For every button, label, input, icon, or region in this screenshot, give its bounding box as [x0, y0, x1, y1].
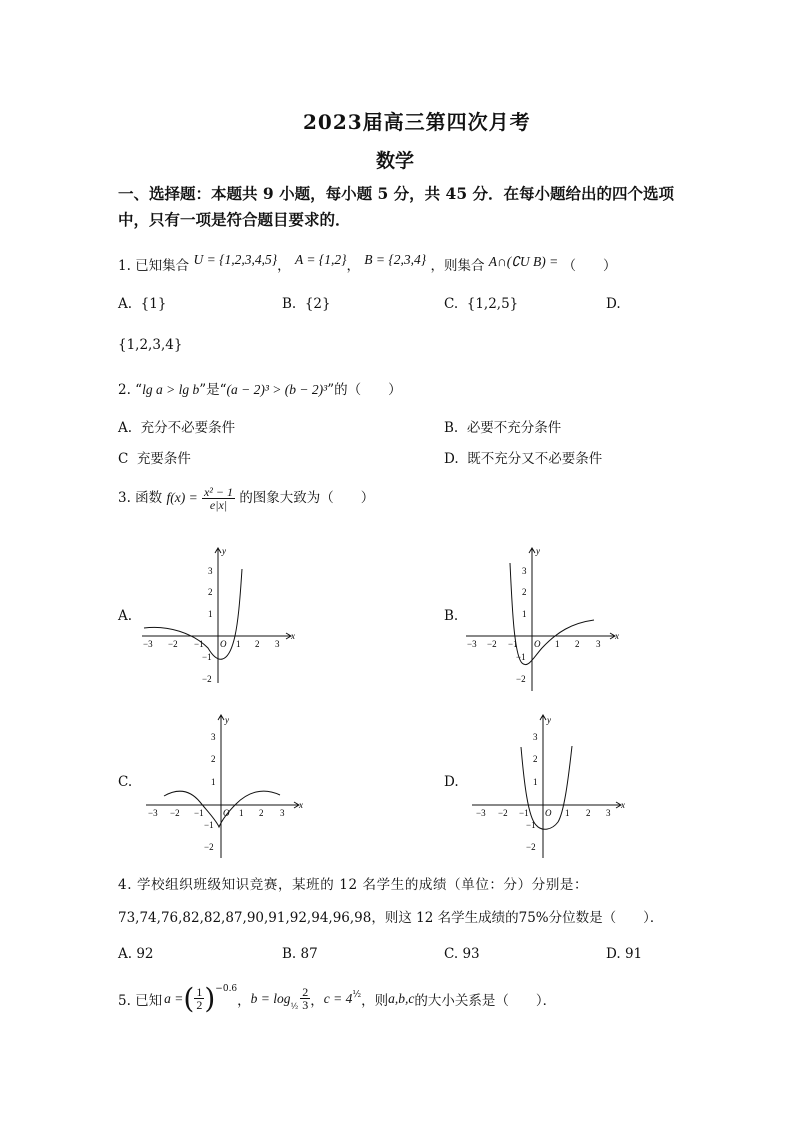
- q5-b-base: ½: [290, 1002, 299, 1011]
- q2-option-c[interactable]: C 充要条件: [118, 451, 191, 467]
- svg-text:−2: −2: [170, 808, 180, 818]
- q5-vars: a,b,c: [388, 990, 415, 1006]
- q5-a-fraction: $\frac{1}{2}$: [196, 985, 203, 1012]
- svg-text:1: 1: [211, 777, 216, 787]
- q1-set-b: B = {2,3,4}: [364, 252, 427, 267]
- svg-text:x: x: [615, 631, 619, 641]
- svg-text:−1: −1: [194, 639, 204, 649]
- svg-text:y: y: [225, 715, 229, 725]
- svg-text:1: 1: [533, 777, 538, 787]
- q5-c-exponent: ½: [352, 990, 362, 1000]
- q3-function-name: f(x) =: [166, 490, 198, 505]
- svg-text:−2: −2: [516, 674, 526, 684]
- q1-prefix: 1. 已知集合: [118, 258, 190, 274]
- svg-text:x: x: [299, 800, 303, 810]
- q1-set-u: U = {1,2,3,4,5}: [193, 252, 278, 267]
- section-heading-line1: 一、选择题：本题共 9 小题，每小题 5 分，共 45 分．在每小题给出的四个选项: [118, 184, 675, 203]
- svg-text:O: O: [223, 808, 230, 818]
- svg-text:−2: −2: [204, 842, 214, 852]
- svg-text:3: 3: [596, 639, 601, 649]
- q4-option-a[interactable]: A. 92: [118, 946, 154, 962]
- q3-graph-c[interactable]: [138, 712, 308, 860]
- q4-scores: 73,74,76,82,82,87,90,91,92,94,96,98: [118, 910, 372, 926]
- q1-expression: A∩(∁U B) =: [488, 254, 559, 269]
- q4-option-c[interactable]: C. 93: [444, 946, 480, 962]
- svg-text:1: 1: [565, 808, 570, 818]
- q3-graph-b[interactable]: [462, 545, 622, 693]
- svg-text:−1: −1: [516, 652, 526, 662]
- svg-text:3: 3: [211, 732, 216, 742]
- svg-text:2: 2: [522, 587, 527, 597]
- svg-text:y: y: [536, 546, 540, 556]
- section-heading-line2: 中，只有一项是符合题目要求的．: [118, 210, 351, 229]
- svg-text:2: 2: [533, 754, 538, 764]
- q1-option-b[interactable]: B. {2}: [282, 296, 331, 312]
- svg-text:−2: −2: [487, 639, 497, 649]
- svg-text:2: 2: [259, 808, 264, 818]
- q1-paren: （ ）: [562, 258, 617, 274]
- svg-text:O: O: [220, 639, 227, 649]
- question-1: 1. 已知集合 U = {1,2,3,4,5}， A = {1,2}， B = {2,3,4} ，则集合 A∩(∁U B) = （ ）: [118, 252, 617, 274]
- question-4-line2: 73,74,76,82,82,87,90,91,92,94,96,98，则这 12 名学生成绩的75%分位数是（ ）．: [118, 910, 664, 926]
- svg-text:2: 2: [575, 639, 580, 649]
- svg-text:1: 1: [236, 639, 241, 649]
- svg-text:x: x: [621, 800, 625, 810]
- svg-text:−1: −1: [204, 820, 214, 830]
- svg-text:1: 1: [239, 808, 244, 818]
- svg-text:3: 3: [533, 732, 538, 742]
- q2-condition-2: (a − 2)³ > (b − 2)³: [226, 382, 328, 397]
- q3-graph-d[interactable]: [468, 712, 628, 860]
- graph-a-curve: [144, 569, 242, 659]
- q3-option-a-label[interactable]: A.: [118, 608, 133, 624]
- svg-text:−1: −1: [526, 820, 536, 830]
- svg-text:−2: −2: [526, 842, 536, 852]
- svg-text:−2: −2: [202, 674, 212, 684]
- q1-mid: ，则集合: [430, 258, 485, 274]
- svg-text:−1: −1: [194, 808, 204, 818]
- svg-text:x: x: [291, 631, 295, 641]
- question-3: 3. 函数 f(x) = $\frac{\text{x² − 1}}{e|x|}$ 的图象大致为（ ）: [118, 485, 375, 512]
- q1-option-c[interactable]: C. {1,2,5}: [444, 296, 519, 312]
- svg-text:1: 1: [522, 609, 527, 619]
- q3-option-c-label[interactable]: C.: [118, 774, 133, 790]
- svg-text:−3: −3: [476, 808, 486, 818]
- svg-text:2: 2: [211, 754, 216, 764]
- svg-text:3: 3: [522, 566, 527, 576]
- svg-text:y: y: [222, 546, 226, 556]
- svg-text:−1: −1: [519, 808, 529, 818]
- q2-option-d[interactable]: D. 既不充分又不必要条件: [444, 451, 603, 467]
- section-heading: [118, 181, 674, 233]
- svg-text:3: 3: [606, 808, 611, 818]
- q3-fraction: $\frac{\text{x² − 1}}{e|x|}$: [203, 485, 234, 512]
- svg-text:2: 2: [255, 639, 260, 649]
- q4-option-b[interactable]: B. 87: [282, 946, 318, 962]
- q1-option-a[interactable]: A. {1}: [118, 296, 167, 312]
- subject-title: 数学: [376, 150, 415, 172]
- q5-c-expr: c = 4: [323, 990, 353, 1006]
- svg-text:3: 3: [280, 808, 285, 818]
- svg-text:2: 2: [586, 808, 591, 818]
- svg-text:3: 3: [208, 566, 213, 576]
- graph-a-axes: [142, 548, 291, 683]
- q3-option-d-label[interactable]: D.: [444, 774, 459, 790]
- svg-text:O: O: [534, 639, 541, 649]
- q3-graph-a[interactable]: [138, 545, 298, 693]
- svg-text:2: 2: [208, 587, 213, 597]
- svg-text:−3: −3: [467, 639, 477, 649]
- svg-text:1: 1: [208, 609, 213, 619]
- svg-text:3: 3: [275, 639, 280, 649]
- question-2: 2. “lg a > lg b”是“(a − 2)³ > (b − 2)³”的（ ）: [118, 382, 402, 398]
- question-5: 5. 已知 a = ( $\frac{1}{2}$ ) $^{-0.6}$ ， b = log $_{\frac{1}{2}}$ $\frac{2}{3}$ ， c = 4 $^{\frac{1}{2}}$ ，则 a,b,c 的大小关系是（ ）．: [118, 982, 557, 1015]
- svg-text:−1: −1: [202, 652, 212, 662]
- q3-option-b-label[interactable]: B.: [444, 608, 459, 624]
- svg-text:−1: −1: [508, 639, 518, 649]
- exam-title: 2023届高三第四次月考: [303, 110, 531, 134]
- question-4-line1: 4. 学校组织班级知识竞赛，某班的 12 名学生的成绩（单位：分）分别是：: [118, 877, 589, 893]
- q5-a-exponent: −0.6: [215, 984, 238, 994]
- q2-option-a[interactable]: A. 充分不必要条件: [118, 420, 236, 436]
- svg-text:−3: −3: [143, 639, 153, 649]
- graph-a-ticks: [143, 546, 295, 684]
- q2-condition-1: lg a > lg b: [142, 382, 200, 397]
- q5-a-lhs: a =: [164, 990, 184, 1006]
- q5-b-lhs: b = log: [250, 990, 291, 1006]
- q4-option-d[interactable]: D. 91: [606, 946, 643, 962]
- svg-text:−2: −2: [498, 808, 508, 818]
- q2-option-b[interactable]: B. 必要不充分条件: [444, 420, 562, 436]
- q1-option-d[interactable]: D.: [606, 296, 621, 312]
- svg-text:y: y: [547, 715, 551, 725]
- q5-b-fraction: $\frac{2}{3}$: [302, 985, 309, 1012]
- q1-option-d-text: {1,2,3,4}: [118, 337, 183, 353]
- q1-set-a: A = {1,2}: [294, 252, 347, 267]
- svg-text:−2: −2: [168, 639, 178, 649]
- svg-text:−3: −3: [148, 808, 158, 818]
- svg-text:1: 1: [555, 639, 560, 649]
- svg-text:O: O: [545, 808, 552, 818]
